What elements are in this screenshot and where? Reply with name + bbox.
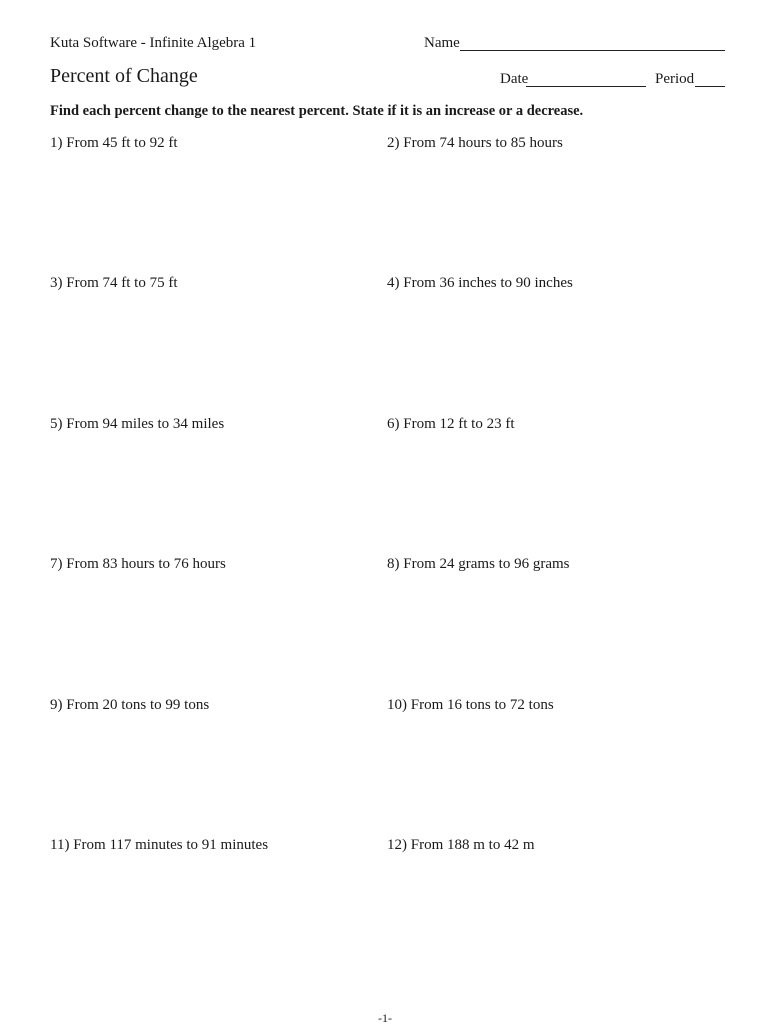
period-label: Period bbox=[655, 71, 695, 87]
problem-3: 3) From 74 ft to 75 ft bbox=[50, 275, 178, 291]
instructions: Find each percent change to the nearest percent. State if it is an increase or a decrease. bbox=[50, 103, 584, 119]
period-blank-line bbox=[695, 86, 725, 87]
problem-8: 8) From 24 grams to 96 grams bbox=[387, 556, 570, 572]
problem-10: 10) From 16 tons to 72 tons bbox=[387, 697, 554, 713]
name-label: Name bbox=[424, 35, 460, 51]
worksheet-publisher: Kuta Software - Infinite Algebra 1 bbox=[50, 35, 257, 51]
problem-9: 9) From 20 tons to 99 tons bbox=[50, 697, 210, 713]
worksheet-title: Percent of Change bbox=[50, 65, 198, 87]
problem-7: 7) From 83 hours to 76 hours bbox=[50, 556, 226, 572]
page-number: -1- bbox=[378, 1011, 392, 1025]
problem-5: 5) From 94 miles to 34 miles bbox=[50, 416, 225, 432]
problem-6: 6) From 12 ft to 23 ft bbox=[387, 416, 515, 432]
problem-11: 11) From 117 minutes to 91 minutes bbox=[50, 837, 269, 853]
date-blank-line bbox=[526, 86, 646, 87]
problem-12: 12) From 188 m to 42 m bbox=[387, 837, 535, 853]
problem-1: 1) From 45 ft to 92 ft bbox=[50, 135, 178, 151]
problem-4: 4) From 36 inches to 90 inches bbox=[387, 275, 573, 291]
name-blank-line bbox=[460, 50, 725, 51]
problem-2: 2) From 74 hours to 85 hours bbox=[387, 135, 563, 151]
date-label: Date bbox=[500, 71, 529, 87]
